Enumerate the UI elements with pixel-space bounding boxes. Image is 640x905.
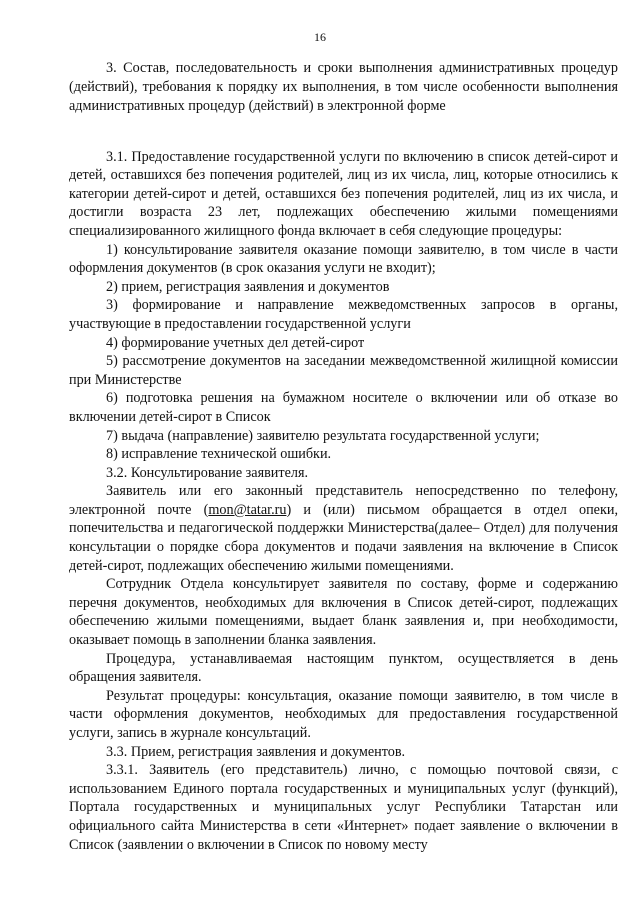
document-body xyxy=(69,59,618,854)
procedure-item: 5) рассмотрение документов на заседании межведомственной жилищной комиссии при Министерстве xyxy=(69,353,618,388)
paragraph-3-1: 3.1. Предоставление государственной услуги по включению в список детей-сирот и детей, оставшихся без попечения родителей, лиц из их числа, лиц, которые относились к категории детей-сирот и детей, оставшихся без попечения родителей, лиц из их числа, и достигли возраста 23 лет, подлежащих обеспечению жилыми помещениями специализированного жилищного фонда включает в себя следующие процедуры: xyxy=(69,148,618,239)
email-link[interactable]: mon@tatar.ru xyxy=(208,501,287,518)
procedure-item: 1) консультирование заявителя оказание помощи заявителю, в том числе в части оформления документов (в срок оказания услуги не входит); xyxy=(69,241,618,277)
paragraph-applicant xyxy=(69,482,618,575)
page-number: 16 xyxy=(314,30,326,44)
paragraph-employee: Сотрудник Отдела консультирует заявителя по составу, форме и содержанию перечня документов, необходимых для включения в Список детей-сирот, подлежащих обеспечению жилыми помещениями, выдает бланк заявления и, при необходимости, оказывает помощь в заполнении бланка заявления. xyxy=(69,576,618,649)
paragraph-3-3: 3.3. Прием, регистрация заявления и документов. xyxy=(106,743,406,760)
procedure-item: 8) исправление технической ошибки. xyxy=(106,446,332,463)
section-heading-text: 3. Состав, последовательность и сроки выполнения административных процедур (действий), требования к порядку их выполнения, в том числе особенности выполнения административных процедур (действий) в электронной форме xyxy=(69,60,618,115)
procedure-item: 6) подготовка решения на бумажном носителе о включении или об отказе во включении детей-сирот в Список xyxy=(69,390,618,425)
paragraph-3-2: 3.2. Консультирование заявителя. xyxy=(106,464,309,481)
procedure-item: 3) формирование и направление межведомственных запросов в органы, участвующие в предоставлении государственной услуги xyxy=(69,297,618,332)
applicant-text-start: Заявитель или его законный представитель непосредственно по телефону, электронной почте ( xyxy=(69,483,618,518)
procedure-item: 4) формирование учетных дел детей-сирот xyxy=(106,334,365,351)
section-content xyxy=(69,148,618,855)
applicant-text-end: ) и (или) письмом обращается в отдел опеки, попечительства и педагогической поддержки Министерства(далее– Отдел) для получения консультации о порядке сбора документов и подачи заявления на включение в Список детей-сирот, подлежащих обеспечению жилыми помещениями. xyxy=(69,501,618,574)
section-heading xyxy=(69,59,618,117)
paragraph-3-3-1: 3.3.1. Заявитель (его представитель) лично, с помощью почтовой связи, с использованием Единого портала государственных и муниципальных услуг (функций), Портала государственных и муниципальных услуг Республики Татарстан или официального сайта Министерства в сети «Интернет» подает заявление о включении в Список (заявлении о включении в Список по новому месту xyxy=(69,762,618,853)
procedure-item: 7) выдача (направление) заявителю результата государственной услуги; xyxy=(106,427,540,444)
procedure-item: 2) прием, регистрация заявления и документов xyxy=(106,278,390,295)
paragraph-result: Результат процедуры: консультация, оказание помощи заявителю, в том числе в части оформления документов, необходимых для предоставления государственной услуги, запись в журнале консультаций. xyxy=(69,687,618,742)
paragraph-procedure: Процедура, устанавливаемая настоящим пунктом, осуществляется в день обращения заявителя. xyxy=(69,650,618,686)
